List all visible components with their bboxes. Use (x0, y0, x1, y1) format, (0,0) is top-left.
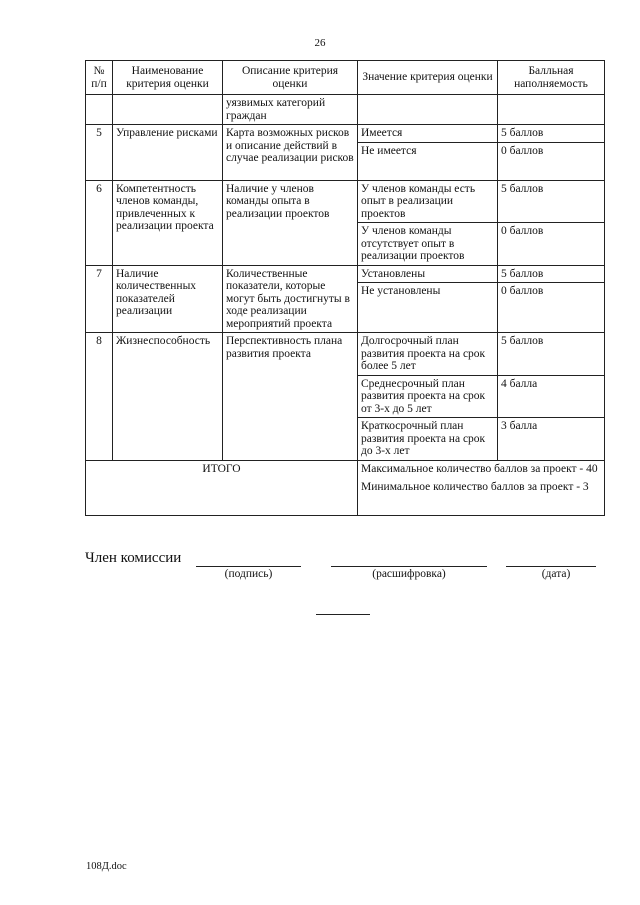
end-divider (316, 614, 370, 615)
cell-num: 8 (86, 333, 113, 461)
cell-value: Не установлены (358, 283, 498, 333)
decryption-line[interactable] (331, 566, 487, 567)
header-name: Наименование критерия оценки (113, 61, 223, 95)
table-row (86, 125, 605, 143)
cell-points: 3 балла (498, 418, 605, 461)
date-caption: (дата) (541, 568, 571, 580)
cell-description: Наличие у членов команды опыта в реализации проектов (223, 180, 358, 265)
total-label: ИТОГО (86, 460, 358, 515)
cell-points (498, 95, 605, 125)
table-row (86, 333, 605, 376)
cell-num: 6 (86, 180, 113, 265)
cell-points: 5 баллов (498, 125, 605, 143)
cell-description: уязвимых категорий граждан (223, 95, 358, 125)
total-max: Максимальное количество баллов за проект - 40 (361, 462, 598, 475)
signature-line[interactable] (196, 566, 301, 567)
signature-label: Член комиссии (85, 550, 182, 566)
cell-points: 0 баллов (498, 142, 605, 180)
cell-value: У членов команды есть опыт в реализации проектов (358, 180, 498, 223)
header-value: Значение критерия оценки (358, 61, 498, 95)
total-values (358, 460, 605, 515)
criteria-table (85, 60, 605, 516)
cell-value: Краткосрочный план развития проекта на срок до 3-х лет (358, 418, 498, 461)
header-num: № п/п (86, 61, 113, 95)
header-points: Балльная наполняемость (498, 61, 605, 95)
total-min: Минимальное количество баллов за проект - 3 (361, 481, 589, 493)
cell-value: Имеется (358, 125, 498, 143)
page-number: 26 (314, 37, 326, 49)
cell-description: Перспективность плана развития проекта (223, 333, 358, 461)
cell-points: 4 балла (498, 375, 605, 418)
cell-name: Наличие количественных показателей реализации (113, 265, 223, 333)
cell-points: 0 баллов (498, 283, 605, 333)
date-line[interactable] (506, 566, 596, 567)
signature-block (85, 550, 604, 590)
table-row-continuation (86, 95, 605, 125)
signature-caption: (подпись) (224, 568, 273, 580)
cell-points: 0 баллов (498, 223, 605, 266)
header-description: Описание критерия оценки (223, 61, 358, 95)
cell-value: У членов команды отсутствует опыт в реализации проектов (358, 223, 498, 266)
cell-points: 5 баллов (498, 333, 605, 376)
cell-name: Компетентность членов команды, привлеченных к реализации проекта (113, 180, 223, 265)
cell-value: Установлены (358, 265, 498, 283)
cell-num: 7 (86, 265, 113, 333)
decryption-caption: (расшифровка) (372, 568, 446, 580)
cell-value (358, 95, 498, 125)
cell-name: Управление рисками (113, 125, 223, 181)
cell-num: 5 (86, 125, 113, 181)
cell-value: Не имеется (358, 142, 498, 180)
table-header-row (86, 61, 605, 95)
cell-name: Жизнеспособность (113, 333, 223, 461)
cell-name (113, 95, 223, 125)
footer-file-name: 108Д.doc (86, 861, 127, 872)
cell-value: Долгосрочный план развития проекта на срок более 5 лет (358, 333, 498, 376)
cell-points: 5 баллов (498, 180, 605, 223)
cell-description: Количественные показатели, которые могут быть достигнуты в ходе реализации мероприятий проекта (223, 265, 358, 333)
cell-value: Среднесрочный план развития проекта на срок от 3-х до 5 лет (358, 375, 498, 418)
cell-description: Карта возможных рисков и описание действий в случае реализации рисков (223, 125, 358, 181)
table-row (86, 265, 605, 283)
cell-num (86, 95, 113, 125)
table-row (86, 180, 605, 223)
cell-points: 5 баллов (498, 265, 605, 283)
table-row-total (86, 460, 605, 515)
